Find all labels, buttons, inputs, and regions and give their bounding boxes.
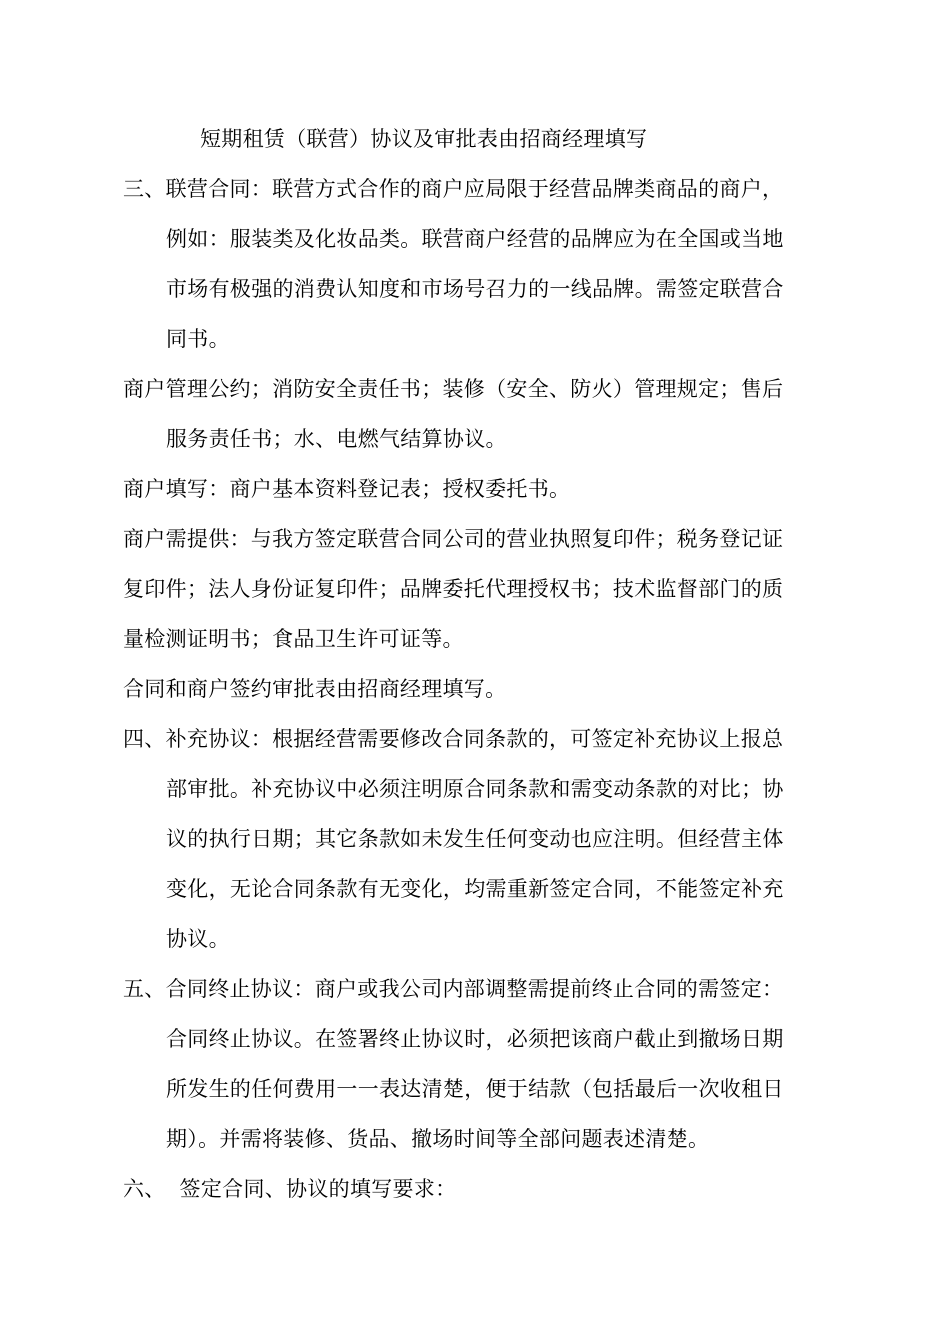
fill-para: 商户填写：商户基本资料登记表；授权委托书。 xyxy=(123,477,571,501)
mgmt-para-line-1: 商户管理公约；消防安全责任书；装修（安全、防火）管理规定；售后 xyxy=(123,377,784,401)
intro-line: 短期租赁（联营）协议及审批表由招商经理填写 xyxy=(200,127,648,151)
section-4-line-5: 协议。 xyxy=(166,927,230,951)
provide-para-line-2: 复印件；法人身份证复印件；品牌委托代理授权书；技术监督部门的质 xyxy=(123,577,784,601)
section-6-heading: 六、 签定合同、协议的填写要求： xyxy=(123,1177,457,1201)
mgmt-para-line-2: 服务责任书；水、电燃气结算协议。 xyxy=(166,427,507,451)
approval-para: 合同和商户签约审批表由招商经理填写。 xyxy=(123,677,507,701)
section-3-line-3: 市场有极强的消费认知度和市场号召力的一线品牌。需签定联营合 xyxy=(166,277,784,301)
section-4-line-4: 变化，无论合同条款有无变化，均需重新签定合同，不能签定补充 xyxy=(166,877,784,901)
section-4-line-2: 部审批。补充协议中必须注明原合同条款和需变动条款的对比；协 xyxy=(166,777,784,801)
section-5-line-1: 五、合同终止协议：商户或我公司内部调整需提前终止合同的需签定： xyxy=(123,977,784,1001)
section-5-line-3: 所发生的任何费用一一表达清楚，便于结款（包括最后一次收租日 xyxy=(166,1077,784,1101)
section-3-line-2: 例如：服装类及化妆品类。联营商户经营的品牌应为在全国或当地 xyxy=(166,227,784,251)
section-4-line-3: 议的执行日期；其它条款如未发生任何变动也应注明。但经营主体 xyxy=(166,827,784,851)
provide-para-line-1: 商户需提供：与我方签定联营合同公司的营业执照复印件；税务登记证 xyxy=(123,527,784,551)
provide-para-line-3: 量检测证明书；食品卫生许可证等。 xyxy=(123,627,464,651)
section-3-line-4: 同书。 xyxy=(166,327,230,351)
section-4-line-1: 四、补充协议：根据经营需要修改合同条款的，可签定补充协议上报总 xyxy=(123,727,784,751)
section-5-line-4: 期）。并需将装修、货品、撤场时间等全部问题表述清楚。 xyxy=(166,1127,710,1151)
section-5-line-2: 合同终止协议。在签署终止协议时，必须把该商户截止到撤场日期 xyxy=(166,1027,784,1051)
section-3-line-1: 三、联营合同：联营方式合作的商户应局限于经营品牌类商品的商户， xyxy=(123,177,784,201)
